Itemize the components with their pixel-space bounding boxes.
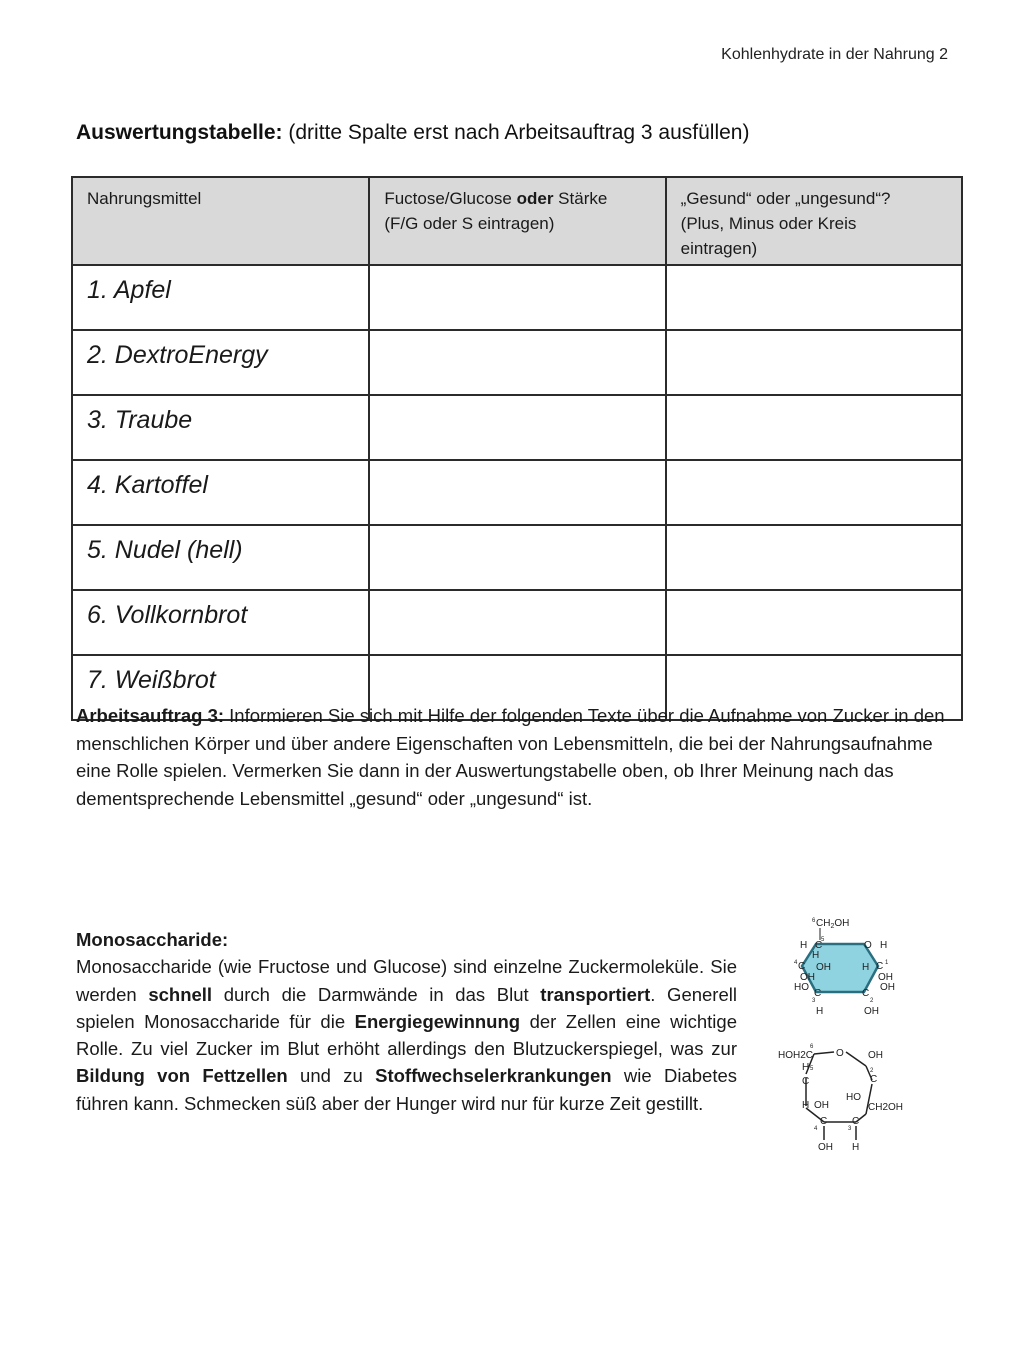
header-healthy: „Gesund“ oder „ungesund“? (Plus, Minus oder Kreis eintragen)	[666, 177, 962, 265]
food-cell: 6. Vollkornbrot	[72, 590, 369, 655]
svg-text:H: H	[802, 1100, 810, 1111]
table-row	[72, 395, 962, 460]
svg-text:OH: OH	[868, 1050, 883, 1061]
svg-text:C: C	[802, 1076, 810, 1087]
food-cell: 2. DextroEnergy	[72, 330, 369, 395]
section-heading-label: Auswertungstabelle:	[76, 121, 283, 144]
healthy-cell[interactable]	[666, 590, 962, 655]
food-cell: 7. Weißbrot	[72, 655, 369, 720]
sugar-type-cell[interactable]	[369, 330, 665, 395]
svg-text:5: 5	[810, 1066, 814, 1072]
svg-text:HO: HO	[794, 982, 809, 993]
sugar-type-cell[interactable]	[369, 590, 665, 655]
svg-text:C: C	[870, 1074, 878, 1085]
header-food: Nahrungsmittel	[72, 177, 369, 265]
svg-text:OH: OH	[814, 1100, 829, 1111]
table-row	[72, 460, 962, 525]
svg-text:H: H	[880, 940, 888, 951]
sugar-type-cell[interactable]	[369, 525, 665, 590]
table-row	[72, 330, 962, 395]
svg-text:CH2OH: CH2OH	[868, 1102, 904, 1113]
svg-text:4: 4	[794, 960, 798, 966]
svg-text:HOH2C: HOH2C	[778, 1050, 814, 1061]
healthy-cell[interactable]	[666, 265, 962, 330]
svg-text:C: C	[815, 940, 823, 951]
label-ch2oh: $CH_2OH$	[816, 918, 850, 930]
monosaccharide-title: Monosaccharide:	[76, 929, 229, 950]
svg-text:C: C	[814, 988, 822, 999]
svg-text:H: H	[862, 962, 870, 973]
table-row	[72, 525, 962, 590]
svg-text:1: 1	[885, 960, 889, 966]
svg-text:OH: OH	[878, 972, 893, 983]
svg-text:H: H	[812, 950, 820, 961]
svg-text:HO: HO	[846, 1092, 861, 1103]
evaluation-table	[71, 176, 963, 721]
svg-text:6: 6	[812, 918, 816, 924]
table-row	[72, 265, 962, 330]
sugar-type-cell[interactable]	[369, 265, 665, 330]
section-heading-note: (dritte Spalte erst nach Arbeitsauftrag 3 ausfüllen)	[282, 121, 750, 144]
healthy-cell[interactable]	[666, 395, 962, 460]
food-cell: 1. Apfel	[72, 265, 369, 330]
healthy-cell[interactable]	[666, 330, 962, 395]
food-cell: 5. Nudel (hell)	[72, 525, 369, 590]
svg-text:2: 2	[870, 998, 874, 1004]
svg-text:6: 6	[810, 1044, 814, 1050]
task-3-label: Arbeitsauftrag 3:	[76, 705, 225, 726]
svg-text:H: H	[852, 1142, 860, 1153]
monosaccharide-text: Monosaccharide (wie Fructose und Glucose) sind einzelne Zuckermoleküle. Sie werden schnell durch die Darmwände in das Blut transportiert. Generell spielen Monosaccharide für die Energiegewinnung der Zellen eine wichtige Rolle. Zu viel Zucker im Blut erhöht allerdings den Blutzuckerspiegel, was zur Bildung von Fettzellen und zu Stoffwechselerkrankungen wie Diabetes führen kann. Schmecken süß aber der Hunger wird nur für kurze Zeit gestillt.	[76, 956, 737, 1114]
svg-text:C: C	[862, 988, 870, 999]
svg-text:C: C	[820, 1116, 828, 1127]
food-cell: 4. Kartoffel	[72, 460, 369, 525]
svg-text:3: 3	[812, 998, 816, 1004]
task-3-paragraph	[76, 702, 956, 812]
svg-text:C: C	[876, 961, 884, 972]
svg-text:O: O	[864, 940, 872, 951]
fructose-structure-image	[776, 1040, 916, 1158]
table-header-row	[72, 177, 962, 265]
svg-text:OH: OH	[880, 982, 895, 993]
table-row	[72, 590, 962, 655]
svg-text:5: 5	[821, 937, 825, 943]
monosaccharide-section	[76, 926, 737, 1117]
food-cell: 3. Traube	[72, 395, 369, 460]
svg-text:C: C	[798, 961, 806, 972]
svg-text:O: O	[836, 1048, 844, 1059]
svg-text:H: H	[800, 940, 808, 951]
section-heading	[76, 121, 749, 145]
svg-text:2: 2	[870, 1068, 874, 1074]
svg-text:OH: OH	[864, 1006, 879, 1017]
svg-text:H: H	[816, 1006, 824, 1017]
healthy-cell[interactable]	[666, 525, 962, 590]
svg-text:4: 4	[814, 1126, 818, 1132]
svg-text:OH: OH	[818, 1142, 833, 1153]
glucose-structure-image	[786, 914, 906, 1024]
svg-text:H: H	[802, 1062, 810, 1073]
svg-text:OH: OH	[816, 962, 831, 973]
header-sugar-type: Fuctose/Glucose oder Stärke (F/G oder S eintragen)	[369, 177, 665, 265]
task-3-text: Informieren Sie sich mit Hilfe der folgenden Texte über die Aufnahme von Zucker in den menschlichen Körper und über andere Eigenschaften von Lebensmitteln, die bei der Nahrungsaufnahme eine Rolle spielen. Vermerken Sie dann in der Auswertungstabelle oben, ob Ihrer Meinung nach das dementsprechende Lebensmittel „gesund“ oder „ungesund“ ist.	[76, 705, 945, 809]
sugar-type-cell[interactable]	[369, 395, 665, 460]
healthy-cell[interactable]	[666, 460, 962, 525]
page-header-title: Kohlenhydrate in der Nahrung 2	[721, 46, 948, 63]
svg-text:OH: OH	[800, 972, 815, 983]
sugar-type-cell[interactable]	[369, 460, 665, 525]
svg-text:C: C	[852, 1116, 860, 1127]
svg-text:3: 3	[848, 1126, 852, 1132]
